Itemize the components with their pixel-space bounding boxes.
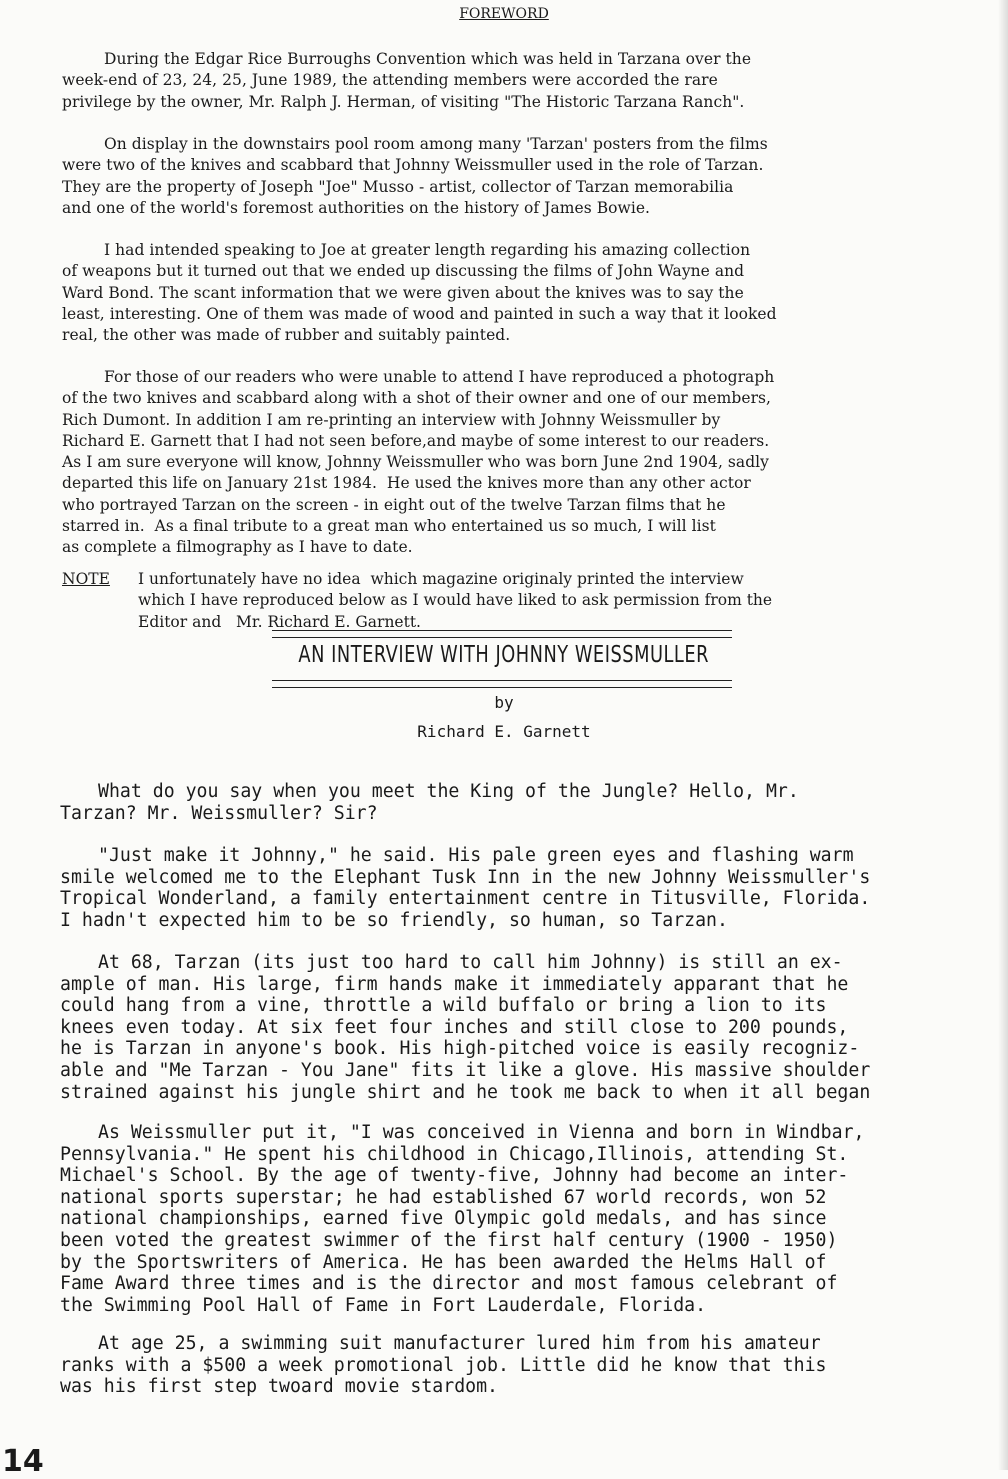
foreword-heading-text: FOREWORD <box>459 6 549 22</box>
interview-paragraph <box>60 781 1008 824</box>
foreword-heading <box>0 6 1008 22</box>
interview-paragraph-text: What do you say when you meet the King of the Jungle? Hello, Mr. Tarzan? Mr. Weissmuller? Sir? <box>60 781 799 824</box>
foreword-paragraph <box>62 134 1002 219</box>
interview-paragraph <box>60 845 1008 931</box>
interview-paragraph <box>60 952 1008 1103</box>
interview-paragraph-text: As Weissmuller put it, "I was conceived in Vienna and born in Windbar, Pennsylvania." He spent his childhood in Chicago,Illinois, attending St. Michael's School. By the age of twenty-five, Johnny had become an inter- national sports superstar; he had established 67 world records, won 52 national championships, earned five Olympic gold medals, and has since been voted the greatest swimmer of the first half century (1900 - 1950) by the Sportswriters of America. He has been awarded the Helms Hall of Fame Award three times and is the director and most famous celebrant of the Swimming Pool Hall of Fame in Fort Lauderdale, Florida. <box>60 1122 865 1316</box>
interview-paragraph <box>60 1333 1008 1398</box>
interview-title: AN INTERVIEW WITH JOHNNY WEISSMULLER <box>298 642 709 668</box>
double-rule-top <box>272 630 732 638</box>
foreword-paragraph <box>62 367 1002 559</box>
page-edge-shadow <box>998 0 1008 1470</box>
byline-by: by <box>494 693 514 712</box>
foreword-paragraph-text: I had intended speaking to Joe at greater length regarding his amazing collection of weapons but it turned out that we ended up discussing the films of John Wayne and Ward Bond. The scant information that we were given about the knives was to say the least, interesting. One of them was made of wood and painted in such a way that it looked real, the other was made of rubber and suitably painted. <box>62 241 777 345</box>
foreword-paragraph-text: For those of our readers who were unable to attend I have reproduced a photograph of the two knives and scabbard along with a shot of their owner and one of our members, Rich Dumont. In addition I am re-printing an interview with Johnny Weissmuller by Richard E. Garnett that I had not seen before,and maybe of some interest to our readers. As I am sure everyone will know, Johnny Weissmuller who was born June 2nd 1904, sadly departed this life on January 21st 1984. He used the knives more than any other actor who portrayed Tarzan on the screen - in eight out of the twelve Tarzan films that he starred in. As a final tribute to a great man who entertained us so much, I will list as complete a filmography as I have to date. <box>62 368 775 557</box>
note-text: I unfortunately have no idea which magazine originaly printed the interview which I have reproduced below as I would have liked to ask permission from the Editor and Mr. Richard E. Garnett. <box>138 570 773 631</box>
interview-paragraph-text: At age 25, a swimming suit manufacturer lured him from his amateur ranks with a $500 a week promotional job. Little did he know that this was his first step twoard movie stardom. <box>60 1333 827 1398</box>
foreword-paragraph <box>62 49 1002 113</box>
foreword-paragraph <box>62 240 1002 346</box>
interview-paragraph-text: At 68, Tarzan (its just too hard to call him Johnny) is still an ex- ample of man. His large, firm hands make it immediately apparant that he could hang from a vine, throttle a wild buffalo or bring a lion to its knees even today. At six feet four inches and still close to 200 pounds, he is Tarzan in anyone's book. His high-pitched voice is easily recogniz- able and "Me Tarzan - You Jane" fits it like a glove. His massive shoulder strained against his jungle shirt and he took me back to when it all began <box>60 952 871 1103</box>
byline-author: Richard E. Garnett <box>417 722 591 741</box>
interview-paragraph <box>60 1122 1008 1316</box>
interview-paragraph-text: "Just make it Johnny," he said. His pale green eyes and flashing warm smile welcomed me to the Elephant Tusk Inn in the new Johnny Weissmuller's Tropical Wonderland, a family entertainment centre in Titusville, Florida. I hadn't expected him to be so friendly, so human, so Tarzan. <box>60 845 871 931</box>
page-number: 14 <box>2 1444 44 1479</box>
double-rule-bottom <box>272 680 732 688</box>
note-label: NOTE <box>62 570 110 588</box>
foreword-paragraph-text: During the Edgar Rice Burroughs Convention which was held in Tarzana over the week-end of 23, 24, 25, June 1989, the attending members were accorded the rare privilege by the owner, Mr. Ralph J. Herman, of visiting "The Historic Tarzana Ranch". <box>62 50 752 111</box>
foreword-paragraph-text: On display in the downstairs pool room among many 'Tarzan' posters from the films were two of the knives and scabbard that Johnny Weissmuller used in the role of Tarzan. They are the property of Joseph "Joe" Musso - artist, collector of Tarzan memorabilia and one of the world's foremost authorities on the history of James Bowie. <box>62 135 768 217</box>
